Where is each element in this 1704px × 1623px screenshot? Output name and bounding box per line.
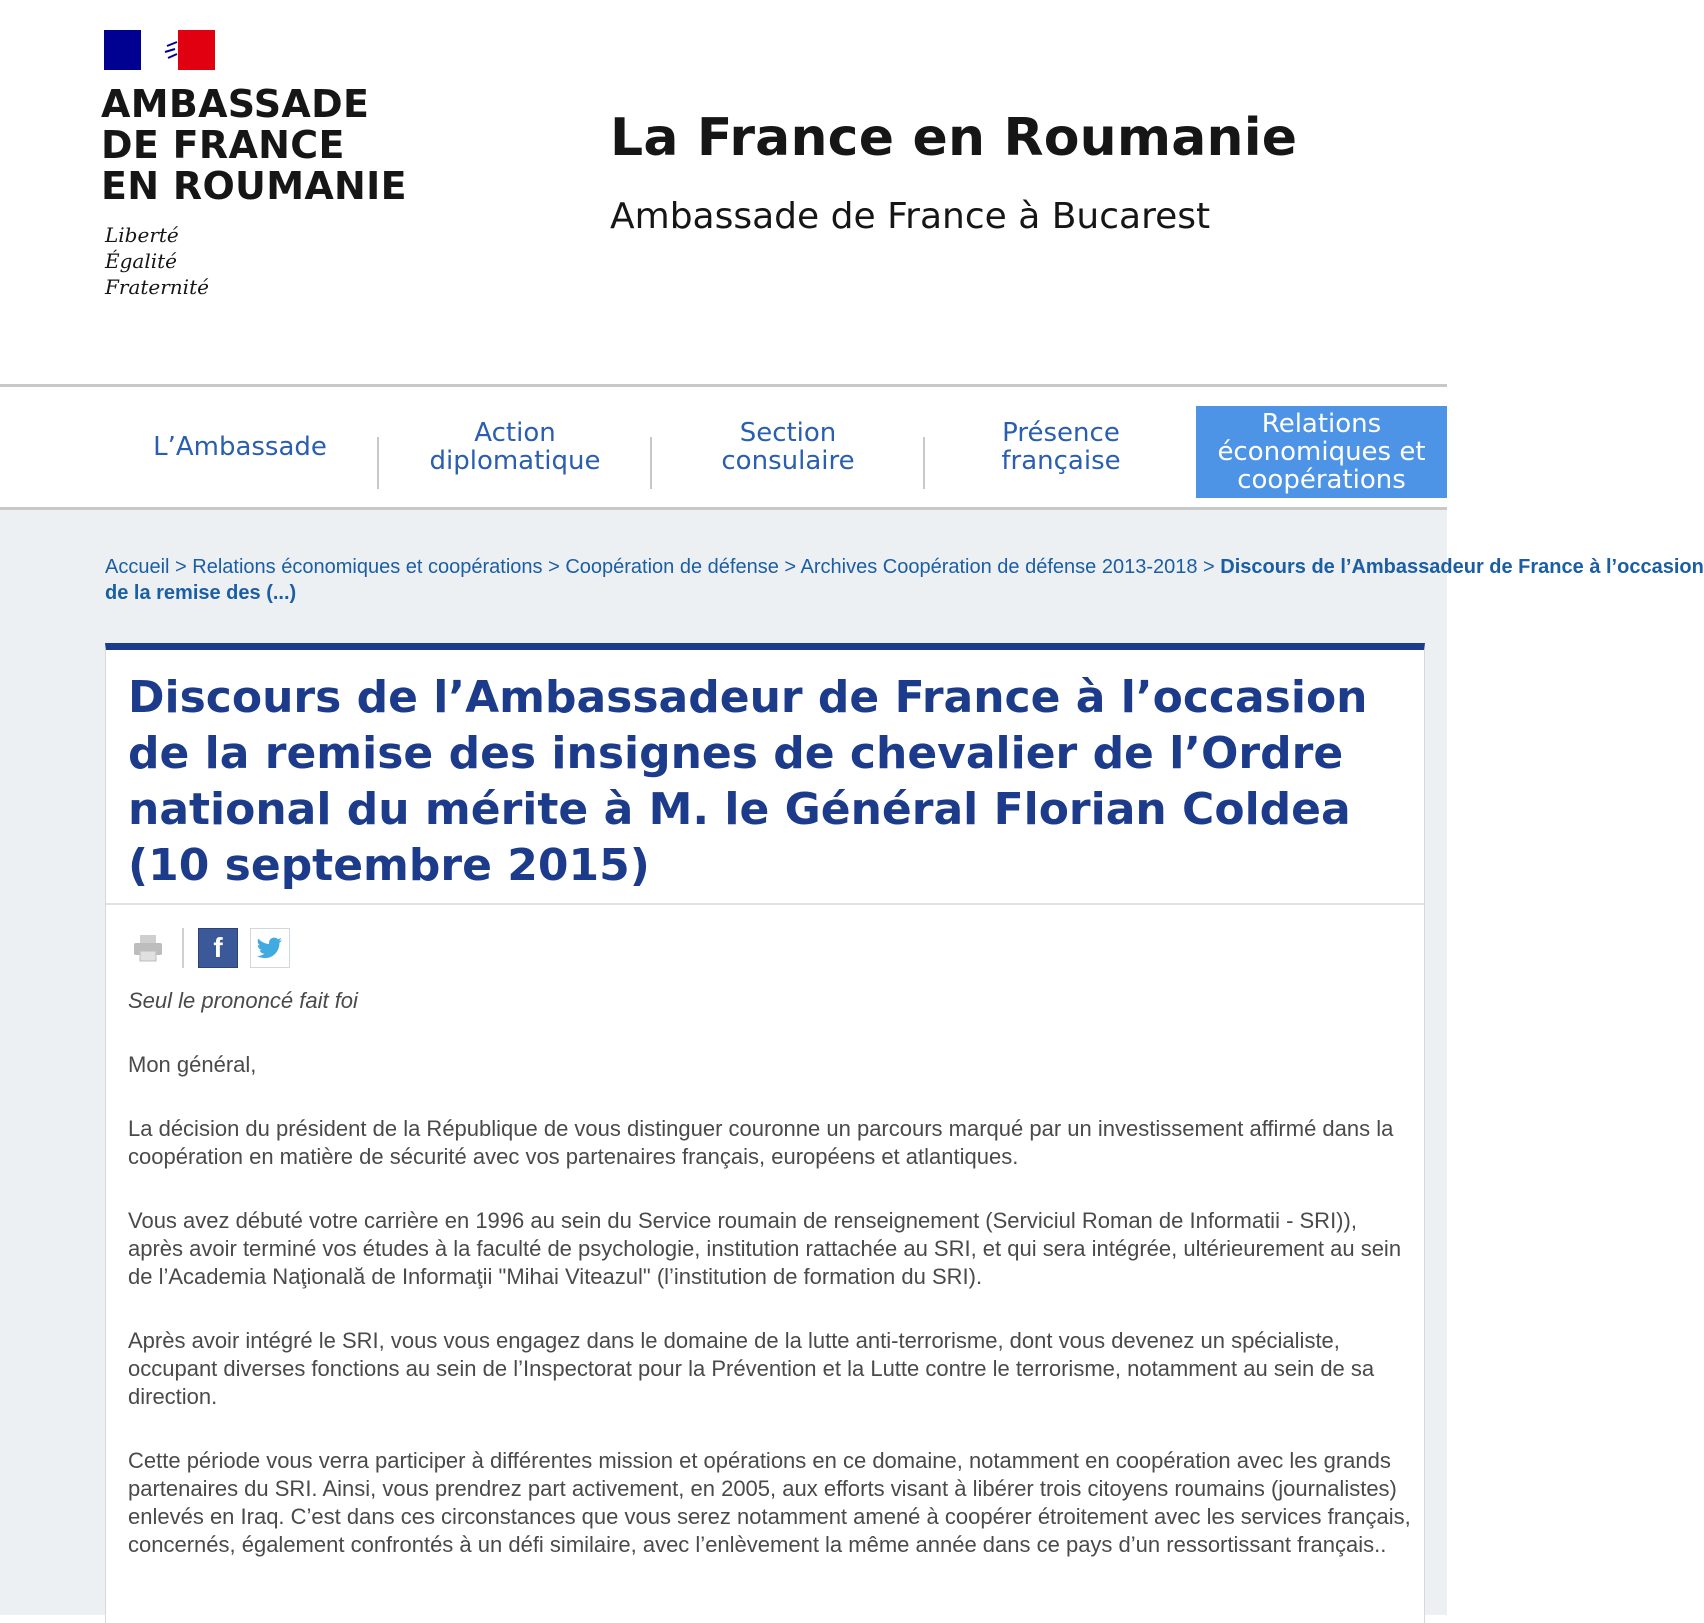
article-paragraph: La décision du président de la République de vous distinguer couronne un parcours marqué par un investissement affirmé dans la coopération en matière de sécurité avec vos partenaires français, européens et atlantiques.	[128, 1116, 1394, 1169]
nav-item-label: Section	[739, 418, 837, 448]
print-icon[interactable]	[132, 933, 164, 963]
institution-name	[101, 84, 407, 207]
institution-line: DE FRANCE	[101, 123, 345, 167]
article-note: Seul le prononcé fait foi	[128, 988, 358, 1013]
nav-item-label: Présence	[1002, 418, 1120, 448]
breadcrumb-separator: >	[548, 556, 560, 578]
breadcrumb-link-archives[interactable]: Archives Coopération de défense 2013-2018	[800, 556, 1198, 578]
nav-item-label: Relations	[1261, 409, 1382, 439]
institution-line: EN ROUMANIE	[101, 164, 407, 208]
motto-line: Fraternité	[105, 275, 209, 299]
nav-item-label: L’Ambassade	[153, 432, 327, 462]
article-title: Discours de l’Ambassadeur de France à l’occasion de la remise des insignes de chevalier de l’Ordre national du mérite à M. le Général Florian Coldea (10 septembre 2015)	[128, 672, 1368, 891]
nav-item-label: française	[1001, 446, 1121, 476]
twitter-icon[interactable]	[250, 928, 290, 968]
site-subtitle: Ambassade de France à Bucarest	[610, 196, 1211, 237]
breadcrumb-link-accueil[interactable]: Accueil	[105, 556, 170, 578]
breadcrumb-link-relations[interactable]: Relations économiques et coopérations	[192, 556, 543, 578]
main-navigation	[0, 384, 1447, 510]
breadcrumb-current-continued: de la remise des (...)	[105, 582, 297, 604]
institution-line: AMBASSADE	[101, 82, 370, 126]
article-paragraph: Cette période vous verra participer à différentes mission et opérations en ce domaine, notamment en coopération avec les grands partenaires du SRI. Ainsi, vous prendrez part activement, en 2005, aux efforts visant à libérer trois citoyens roumains (journalistes) enlevés en Iraq. C’est dans ces circonstances que vous serez notamment amené à coopérer étroitement avec les services français, concernés, également confrontés à un défi similaire, avec l’enlèvement la même année dans ce pays d’un ressortissant français..	[128, 1448, 1411, 1557]
breadcrumb	[105, 554, 1704, 606]
share-toolbar	[132, 928, 290, 968]
marianne-logo	[104, 30, 215, 70]
motto-line: Égalité	[105, 249, 177, 273]
breadcrumb-link-cooperation-defense[interactable]: Coopération de défense	[565, 556, 779, 578]
article-paragraph: Mon général,	[128, 1052, 257, 1077]
motto-line: Liberté	[105, 223, 179, 247]
nav-separator	[377, 437, 379, 489]
nav-item-presence-francaise[interactable]	[926, 387, 1196, 507]
article-paragraph: Après avoir intégré le SRI, vous vous engagez dans le domaine de la lutte anti-terrorisme, dont vous devenez un spécialiste, occupant diverses fonctions au sein de l’Inspectorat pour la Prévention et la Lutte contre le terrorisme, notamment au sein de sa direction.	[128, 1328, 1375, 1409]
share-separator	[182, 928, 184, 968]
breadcrumb-separator: >	[175, 556, 187, 578]
site-header	[0, 0, 1447, 384]
nav-item-label: économiques et	[1217, 437, 1426, 467]
nav-item-action-diplomatique[interactable]	[380, 387, 650, 507]
breadcrumb-separator: >	[1203, 556, 1215, 578]
article-paragraph: Vous avez débuté votre carrière en 1996 au sein du Service roumain de renseignement (Serviciul Roman de Informatii - SRI)), après avoir terminé vos études à la faculté de psychologie, institution rattachée au SRI, et qui sera intégrée, ultérieurement au sein de l’Academia Naţională de Informaţii "Mihai Viteazul" (l’institution de formation du SRI).	[128, 1208, 1402, 1289]
nav-item-ambassade[interactable]	[105, 387, 375, 507]
main-content	[0, 510, 1704, 1615]
site-title[interactable]: La France en Roumanie	[610, 108, 1298, 168]
article-body	[128, 987, 1418, 1595]
marianne-profile-icon	[163, 32, 193, 68]
republic-motto	[105, 222, 209, 300]
article-card	[105, 643, 1425, 1623]
nav-item-section-consulaire[interactable]	[653, 387, 923, 507]
nav-separator	[650, 437, 652, 489]
nav-item-label: coopérations	[1237, 465, 1406, 495]
title-divider	[106, 903, 1424, 905]
nav-item-label: diplomatique	[429, 446, 601, 476]
nav-item-relations-economiques[interactable]	[1196, 406, 1447, 498]
nav-separator	[923, 437, 925, 489]
facebook-icon[interactable]: f	[198, 928, 238, 968]
nav-item-label: Action	[474, 418, 556, 448]
nav-item-label: consulaire	[721, 446, 855, 476]
breadcrumb-separator: >	[784, 556, 797, 578]
breadcrumb-current: Discours de l’Ambassadeur de France à l’occasion	[1220, 556, 1704, 578]
